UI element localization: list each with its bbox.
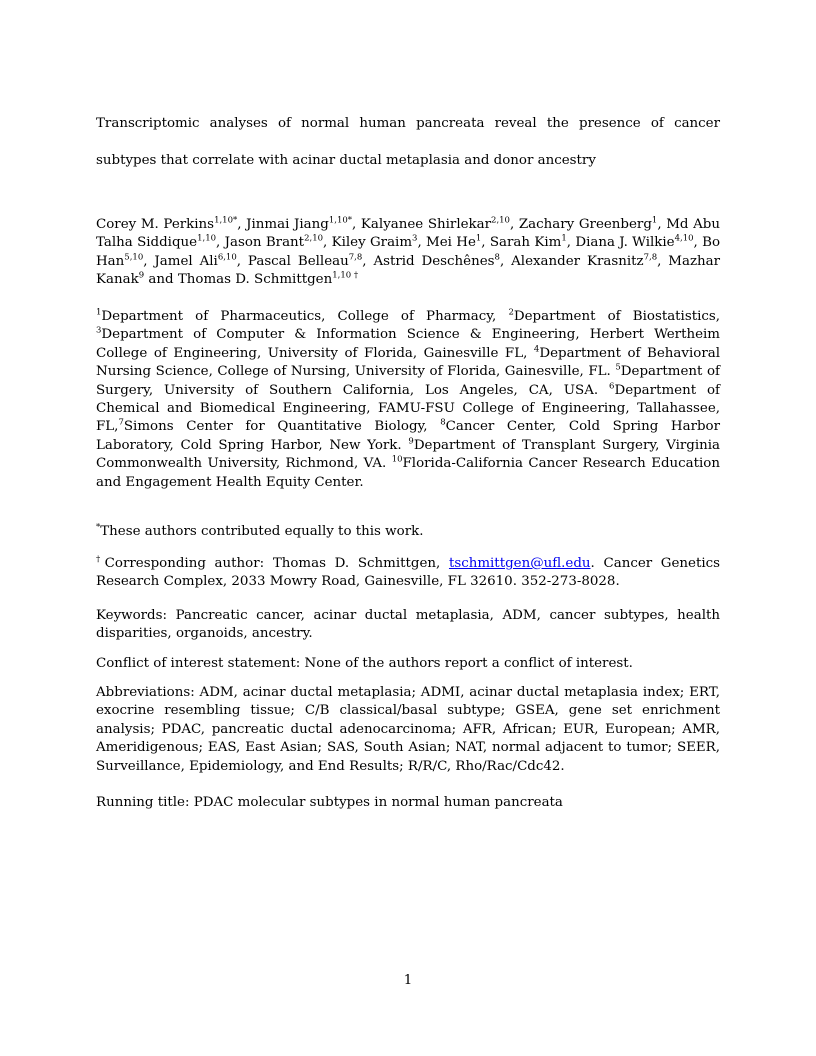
- author-affiliation-sup: 8: [494, 252, 500, 263]
- abbreviations: Abbreviations: ADM, acinar ductal metaplasia; ADMI, acinar ductal metaplasia index; ERT, exocrine resembling tissue; C/B classical/basal subtype; GSEA, gene set enrichment analysis; PDAC, pancreatic ductal adenocarcinoma; AFR, African; EUR, European; AMR, Ameridigenous; EAS, East Asian; SAS, South Asian; NAT, normal adjacent to tumor; SEER, Surveillance, Epidemiology, and End Results; R/R/C, Rho/Rac/Cdc42.: [96, 685, 720, 774]
- author-name: Sarah Kim: [489, 235, 562, 251]
- author-name: Mazhar Kanak: [96, 253, 721, 288]
- author-affiliation-sup: 1: [561, 233, 567, 244]
- corresponding-author: [96, 555, 720, 592]
- affiliation-text: Department of Chemical and Biomedical Engineering, FAMU-FSU College of Engineering, Tallahassee, FL,: [96, 382, 720, 435]
- author-affiliation-sup: 2,10: [491, 215, 510, 226]
- affiliation-text: Department of Biostatistics,: [513, 309, 721, 324]
- affiliation-number: 8: [440, 417, 446, 428]
- affiliation-text: Department of Pharmaceutics, College of Pharmacy,: [101, 309, 509, 324]
- author-affiliation-sup: 1: [651, 215, 658, 226]
- affiliation-number: 6: [609, 381, 615, 392]
- author-affiliation-sup: 5,10: [124, 252, 144, 263]
- affiliation-text: Department of Surgery, University of Southern California, Los Angeles, CA, USA.: [96, 364, 720, 398]
- affiliation-text: Department of Computer & Information Science & Engineering, Herbert Wertheim College of Engineering, University of Florida, Gainesville FL,: [96, 327, 720, 361]
- author-affiliation-sup: 1,10*: [328, 215, 353, 226]
- author-name: Kalyanee Shirlekar: [360, 217, 492, 232]
- keywords: Keywords: Pancreatic cancer, acinar ductal metaplasia, ADM, cancer subtypes, health disparities, organoids, ancestry.: [96, 608, 720, 642]
- affiliation-number: 9: [408, 436, 414, 447]
- email-link[interactable]: tschmittgen@ufl.edu: [448, 556, 591, 571]
- author-list: Corey M. Perkins$^{1,10*}$, Jinmai Jiang$^{1,10*}$, Kalyanee Shirlekar$^{2,10}$, Zachary Greenberg$^1$, Md Abu Talha Siddique$^{1,10}$, Jason Brant$^{2,10}$, Kiley Graim$^3$, Mei He$^1$, Sarah Kim$^1$, Diana J. Wilkie$^{4,10}$, Bo Han$^{5,10}$, Jamel Ali$^{6,10}$, Pascal Belleau$^{7,8}$, Astrid Deschênes$^8$, Alexander Krasnitz$^{7,8}$, Mazhar Kanak$^9$ and Thomas D. Schmittgen$^{1,10 \dagger}$: [96, 215, 721, 288]
- affiliation-number: 5: [615, 362, 621, 373]
- author-name: Mei He: [426, 235, 476, 251]
- author-affiliation-sup: 3: [412, 233, 418, 244]
- title-line-1: Transcriptomic analyses of normal human pancreata reveal the presence of cancer: [96, 116, 720, 131]
- author-name: Jamel Ali: [154, 253, 218, 269]
- corresponding-suffix: . Cancer Genetics Research Complex, 2033 Mowry Road, Gainesville, FL 32610. 352-273-8028.: [96, 556, 721, 590]
- affiliation-number: 3: [96, 325, 102, 336]
- author-name: Corey M. Perkins: [96, 217, 215, 232]
- equal-contribution-note: [96, 523, 720, 541]
- author-affiliation-sup: 1,10*: [214, 215, 238, 226]
- paper-title: [96, 105, 720, 179]
- affiliation-text: Department of Behavioral Nursing Science, College of Nursing, University of Florida, Gainesville, FL.: [96, 345, 720, 380]
- author-name: Bo Han: [96, 235, 721, 269]
- affiliation-text: Florida-California Cancer Research Education and Engagement Health Equity Center.: [96, 456, 720, 490]
- title-line-2: subtypes that correlate with acinar ductal metaplasia and donor ancestry: [96, 153, 596, 168]
- author-name: Jinmai Jiang: [246, 217, 329, 232]
- affiliation-text: Department of Transplant Surgery, Virginia Commonwealth University, Richmond, VA.: [96, 437, 720, 472]
- author-affiliation-sup: 9: [138, 270, 145, 281]
- affiliation-number: 2: [508, 307, 514, 318]
- author-affiliation-sup: 7,8: [643, 252, 658, 263]
- equal-contribution-text: These authors contributed equally to this work.: [100, 524, 424, 539]
- affiliation-number: 1: [96, 307, 102, 318]
- affiliation-text: Simons Center for Quantitative Biology,: [123, 419, 441, 435]
- author-affiliation-sup: 1,10: [197, 233, 217, 244]
- author-name: Jason Brant: [224, 235, 305, 251]
- affiliation-number: 10: [391, 454, 403, 465]
- asterisk-mark: *: [96, 522, 101, 533]
- author-affiliation-sup: 7,8: [348, 252, 363, 263]
- running-title: Running title: PDAC molecular subtypes in normal human pancreata: [96, 795, 563, 810]
- affiliation-text: Cancer Center, Cold Spring Harbor Laboratory, Cold Spring Harbor, New York.: [96, 419, 720, 453]
- author-name: Thomas D. Schmittgen: [177, 272, 333, 288]
- dagger-mark: †: [96, 554, 105, 565]
- author-name: Pascal Belleau: [247, 253, 349, 269]
- author-name: Kiley Graim: [331, 235, 413, 251]
- author-affiliation-sup: 1: [475, 233, 482, 244]
- affiliation-number: 7: [118, 417, 124, 428]
- author-affiliation-sup: 4,10: [674, 233, 694, 244]
- author-name: Zachary Greenberg: [518, 217, 652, 232]
- author-name: Md Abu Talha Siddique: [96, 217, 720, 251]
- affiliation-number: 4: [533, 344, 540, 355]
- conflict-of-interest: Conflict of interest statement: None of the authors report a conflict of interest.: [96, 656, 633, 671]
- author-affiliation-sup: 6,10: [217, 252, 237, 263]
- page-number: 1: [403, 973, 413, 988]
- author-affiliation-sup: 1,10 †: [332, 270, 359, 281]
- author-name: Alexander Krasnitz: [511, 253, 644, 269]
- author-name: Astrid Deschênes: [373, 253, 495, 269]
- author-affiliation-sup: 2,10: [304, 233, 324, 244]
- author-name: Diana J. Wilkie: [575, 235, 675, 251]
- corresponding-prefix: Corresponding author: Thomas D. Schmittgen,: [104, 556, 449, 571]
- affiliations: [96, 308, 720, 492]
